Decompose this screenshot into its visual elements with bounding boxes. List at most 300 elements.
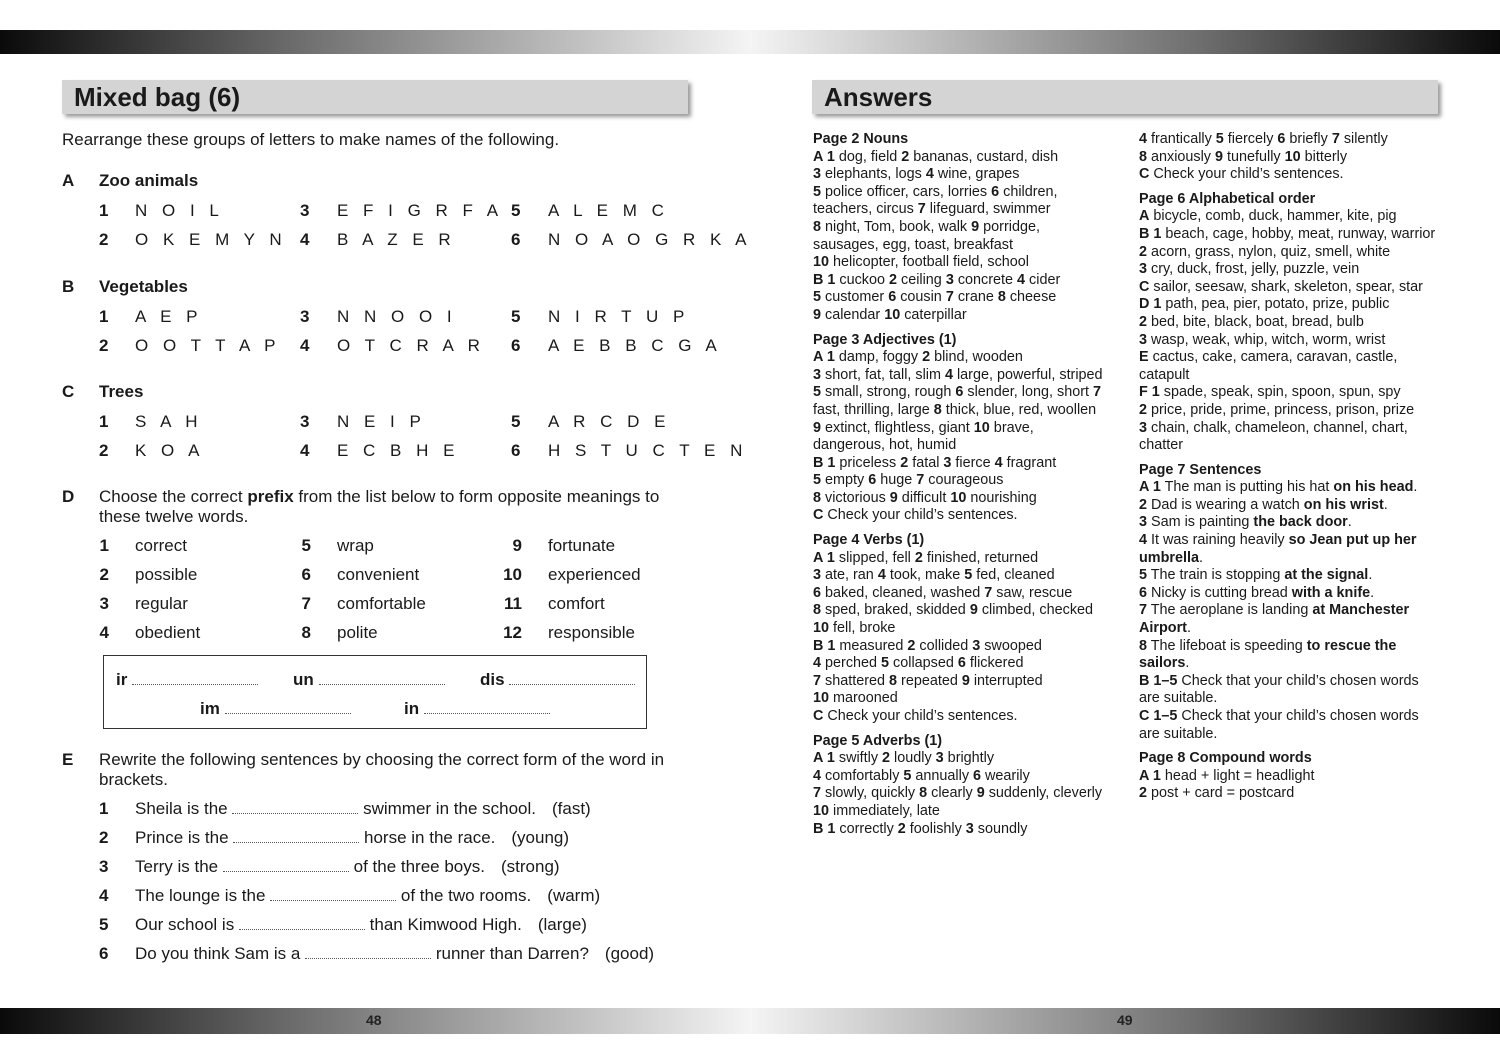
- answer-label: 6: [813, 584, 822, 601]
- answer-text: suddenly, cleverly: [984, 785, 1103, 802]
- word-item: obedient: [135, 623, 201, 642]
- answer-text: silently: [1339, 131, 1388, 147]
- answer-label: 6: [868, 472, 877, 489]
- scrambled-letters: O T C R A R: [337, 336, 485, 355]
- sentence-after: runner than Darren?: [435, 944, 589, 963]
- section-letter: A: [62, 171, 75, 190]
- prefix-box: [103, 655, 647, 729]
- answer-label: 3: [1139, 261, 1148, 278]
- answer-line[interactable]: [223, 870, 349, 872]
- answer-text: swooped: [980, 637, 1042, 654]
- answer-label: 10: [813, 620, 830, 637]
- right-page-number: 49: [1117, 1012, 1133, 1028]
- item-number: 3: [300, 201, 310, 220]
- item-number: 2: [99, 441, 109, 460]
- answer-text: The lifeboat is speeding: [1147, 637, 1307, 654]
- answer-label: 8: [1139, 148, 1148, 165]
- answer-text: elephants, logs: [821, 166, 926, 183]
- answer-text: cousin: [896, 289, 946, 306]
- answer-line[interactable]: [509, 683, 635, 685]
- sentence: [135, 799, 591, 819]
- answer-text: .: [1370, 584, 1375, 601]
- answer-label: the back door: [1253, 514, 1348, 531]
- answer-label: B 1–5: [1139, 672, 1178, 689]
- answer-text: perched: [821, 655, 882, 672]
- answer-text: empty: [821, 472, 869, 489]
- word-hint: (warm): [547, 886, 601, 905]
- sentence-after: horse in the race.: [364, 828, 496, 847]
- scrambled-letters: E F I G R F A: [337, 201, 504, 220]
- answer-label: 8: [933, 401, 942, 418]
- answer-label: 8: [997, 289, 1006, 306]
- sentence-before: Do you think Sam is a: [135, 944, 301, 963]
- answer-text: fast, thrilling, large: [813, 401, 934, 418]
- sentence: [135, 828, 569, 848]
- answer-text: .: [1185, 655, 1190, 672]
- answer-text: Check that your child’s chosen words are suitable.: [1139, 672, 1419, 707]
- word-item: comfort: [548, 594, 605, 613]
- answer-text: extinct, flightless, giant: [821, 419, 974, 436]
- answer-label: C 1–5: [1139, 708, 1178, 724]
- answer-text: head + light = headlight: [1160, 767, 1315, 784]
- answer-label: on his head: [1333, 479, 1414, 496]
- answer-text: acorn, grass, nylon, quiz, smell, white: [1147, 243, 1391, 260]
- item-number: 5: [511, 412, 521, 431]
- answer-label: 7: [1331, 131, 1340, 147]
- prefix-un: un: [293, 670, 445, 690]
- answer-text: The train is stopping: [1147, 567, 1285, 584]
- answer-text: dog, field: [834, 148, 902, 165]
- answer-label: 2: [901, 148, 910, 165]
- answer-block: [813, 131, 1103, 325]
- answer-text: brightly: [943, 750, 995, 767]
- answer-text: night, Tom, book, walk: [821, 218, 972, 235]
- word-number: 2: [99, 565, 109, 584]
- section-d-instruction: Choose the correct prefix from the list below to form opposite meanings to these twelve words.: [99, 487, 660, 526]
- sentence-after: than Kimwood High.: [369, 915, 522, 934]
- scrambled-letters: A R C D E: [548, 412, 671, 431]
- answer-text: shattered: [821, 672, 890, 689]
- answer-label: B 1: [813, 820, 836, 837]
- answer-text: blind, wooden: [930, 349, 1023, 366]
- section-d-letter: D: [62, 487, 75, 506]
- answer-line[interactable]: [424, 712, 550, 714]
- answer-label: 2: [900, 454, 909, 471]
- section-title: Zoo animals: [99, 171, 199, 190]
- answer-label: 6: [957, 655, 966, 672]
- answer-label: to rescue the sailors: [1139, 637, 1397, 672]
- answer-label: B 1: [813, 271, 836, 288]
- answer-label: 9: [969, 602, 978, 619]
- answer-block: [813, 532, 1103, 726]
- answer-text: beach, cage, hobby, meat, runway, warrior: [1161, 225, 1436, 242]
- sentence-after: of the three boys.: [353, 857, 485, 876]
- left-page-number: 48: [366, 1012, 382, 1028]
- sentence-number: 5: [99, 915, 109, 934]
- answer-text: helicopter, football field, school: [829, 254, 1030, 271]
- answer-text: baked, cleaned, washed: [821, 584, 985, 601]
- answer-text: The aeroplane is landing: [1147, 602, 1313, 619]
- word-number: 5: [301, 536, 311, 555]
- sentence-number: 4: [99, 886, 109, 905]
- answer-label: 6: [1277, 131, 1286, 147]
- section-e-letter: E: [62, 750, 74, 769]
- item-number: 3: [300, 412, 310, 431]
- section-letter: B: [62, 277, 75, 296]
- answer-text: spade, speak, spin, spoon, spun, spy: [1159, 384, 1401, 401]
- answer-text: Dad is wearing a watch: [1147, 496, 1304, 513]
- answer-text: immediately, late: [829, 802, 940, 819]
- answer-text: customer: [821, 289, 889, 306]
- answer-text: Check your child’s sentences.: [823, 708, 1018, 724]
- answer-label: with a knife: [1291, 584, 1371, 601]
- answer-text: Check your child’s sentences.: [1149, 166, 1344, 183]
- answer-text: huge: [876, 472, 917, 489]
- answer-label: 5: [881, 655, 890, 672]
- answer-text: large, powerful, striped: [952, 366, 1103, 383]
- answer-label: 7: [813, 785, 822, 802]
- answer-label: C: [1139, 166, 1150, 183]
- answer-text: difficult: [897, 489, 951, 506]
- word-hint: (large): [537, 915, 587, 934]
- intro-text: Rearrange these groups of letters to make names of the following.: [62, 130, 560, 149]
- top-decorative-bar: [0, 30, 1500, 54]
- answer-label: 3: [1139, 514, 1148, 531]
- answer-text: annually: [911, 767, 974, 784]
- answer-text: caterpillar: [900, 306, 967, 323]
- answer-label: 3: [943, 454, 952, 471]
- answer-label: 7: [945, 289, 954, 306]
- answer-text: small, strong, rough: [821, 384, 956, 401]
- answer-label: 10: [813, 254, 830, 271]
- sentence-number: 1: [99, 799, 109, 818]
- prefix-in: in: [404, 699, 550, 719]
- item-number: 6: [511, 441, 521, 460]
- answer-label: 6: [1139, 584, 1148, 601]
- answer-text: damp, foggy: [834, 349, 923, 366]
- answer-label: A 1: [813, 549, 835, 566]
- answer-block: [1139, 131, 1439, 184]
- answer-label: 5: [903, 767, 912, 784]
- scrambled-letters: N E I P: [337, 412, 426, 431]
- answer-text: saw, rescue: [992, 584, 1073, 601]
- item-number: 5: [511, 307, 521, 326]
- answer-text: post + card = postcard: [1147, 785, 1295, 802]
- answer-text: tunefully: [1223, 148, 1285, 165]
- answer-label: B 1: [813, 454, 836, 471]
- answer-label: 9: [1215, 148, 1224, 165]
- sentence-before: Sheila is the: [135, 799, 228, 818]
- answer-text: cuckoo: [835, 271, 889, 288]
- answer-text: Check that your child’s chosen words are suitable.: [1139, 708, 1419, 742]
- answer-label: 3: [813, 366, 822, 383]
- answer-line[interactable]: [132, 683, 258, 685]
- answer-label: 6: [991, 183, 1000, 200]
- item-number: 2: [99, 336, 109, 355]
- answer-text: collapsed: [889, 655, 958, 672]
- answer-text: .: [1413, 479, 1418, 496]
- answer-text: porridge, sausages, egg, toast, breakfast: [813, 218, 1040, 253]
- answer-label: 4: [813, 655, 822, 672]
- answer-text: courageous: [924, 472, 1004, 489]
- answer-text: clearly: [927, 785, 977, 802]
- answer-label: 2: [907, 637, 916, 654]
- answer-text: sailor, seesaw, shark, skeleton, spear, star: [1149, 278, 1423, 295]
- answer-text: police officer, cars, lorries: [821, 183, 992, 200]
- scrambled-letters: A E P: [135, 307, 203, 326]
- answer-text: frantically: [1147, 131, 1216, 147]
- answer-label: A 1: [813, 349, 835, 366]
- answer-label: E: [1139, 349, 1149, 366]
- answer-block: [1139, 462, 1439, 744]
- sentence-after: of the two rooms.: [400, 886, 532, 905]
- answer-text: chain, chalk, chameleon, channel, chart, chatter: [1139, 419, 1408, 454]
- answer-label: Page 3 Adjectives (1): [813, 331, 957, 348]
- answer-label: 7: [916, 472, 925, 489]
- answers-column-2: [1139, 131, 1439, 810]
- word-number: 3: [99, 594, 109, 613]
- answer-text: soundly: [973, 820, 1028, 837]
- bottom-decorative-bar: [0, 1008, 1500, 1034]
- answer-label: 2: [914, 549, 923, 566]
- scrambled-letters: N O A O G R K A: [548, 230, 752, 249]
- item-number: 6: [511, 336, 521, 355]
- answer-label: at Manchester Airport: [1139, 602, 1410, 637]
- answer-text: .: [1368, 567, 1373, 584]
- answer-label: 7: [984, 584, 993, 601]
- answer-label: Page 2 Nouns: [813, 131, 909, 147]
- answer-label: A 1: [1139, 767, 1161, 784]
- answer-text: loudly: [890, 750, 936, 767]
- answer-text: foolishly: [905, 820, 966, 837]
- answer-text: anxiously: [1147, 148, 1216, 165]
- answer-label: 10: [884, 306, 901, 323]
- answer-line[interactable]: [270, 899, 396, 901]
- answer-text: concrete: [953, 271, 1018, 288]
- answer-label: 5: [1139, 567, 1148, 584]
- answer-text: climbed, checked: [977, 602, 1094, 619]
- word-item: wrap: [337, 536, 374, 555]
- answer-text: cider: [1025, 271, 1061, 288]
- answer-label: 10: [813, 802, 830, 819]
- answer-text: wearily: [981, 767, 1030, 784]
- answer-label: 7: [1093, 384, 1102, 401]
- answer-text: cheese: [1005, 289, 1057, 306]
- section-title: Trees: [99, 382, 144, 401]
- answer-label: 5: [813, 384, 822, 401]
- answer-label: 8: [889, 672, 898, 689]
- answer-text: .: [1383, 496, 1388, 513]
- answer-text: cactus, cake, camera, caravan, castle, catapult: [1139, 349, 1398, 383]
- answer-text: crane: [953, 289, 998, 306]
- answer-text: comfortably: [821, 767, 904, 784]
- scrambled-letters: N N O O I: [337, 307, 457, 326]
- answer-text: Check your child’s sentences.: [823, 507, 1018, 524]
- answer-label: D 1: [1139, 296, 1162, 313]
- word-item: comfortable: [337, 594, 426, 613]
- word-number: 11: [504, 594, 522, 613]
- answer-text: took, make: [885, 567, 965, 584]
- answer-label: 2: [889, 271, 898, 288]
- answer-text: path, pea, pier, potato, prize, public: [1161, 296, 1390, 313]
- answer-text: Sam is painting: [1147, 514, 1254, 531]
- word-number: 1: [99, 536, 109, 555]
- answer-label: 7: [813, 672, 822, 689]
- answer-label: 4: [813, 767, 822, 784]
- answer-text: bed, bite, black, boat, bread, bulb: [1147, 313, 1364, 330]
- word-number: 7: [301, 594, 311, 613]
- item-number: 4: [300, 230, 310, 249]
- prefix-ir: ir: [116, 670, 258, 690]
- sentence: [135, 886, 600, 906]
- answers-title: Answers: [812, 80, 1438, 114]
- answer-label: A 1: [813, 750, 835, 767]
- answer-line[interactable]: [239, 928, 365, 930]
- sentence-after: swimmer in the school.: [363, 799, 536, 818]
- answer-label: 9: [889, 489, 898, 506]
- answer-label: Page 5 Adverbs (1): [813, 732, 943, 749]
- answer-label: 6: [888, 289, 897, 306]
- answer-label: 3: [935, 750, 944, 767]
- answer-text: bananas, custard, dish: [909, 148, 1059, 165]
- answer-label: 8: [919, 785, 928, 802]
- answer-label: 4: [1139, 131, 1148, 147]
- answer-label: 3: [813, 166, 822, 183]
- answer-label: 2: [1139, 785, 1148, 802]
- answer-text: ate, ran: [821, 567, 878, 584]
- answer-text: Nicky is cutting bread: [1147, 584, 1292, 601]
- answer-text: lifeguard, swimmer: [925, 201, 1051, 218]
- answer-text: .: [1198, 549, 1203, 566]
- answer-label: 9: [971, 218, 980, 235]
- answer-text: .: [1347, 514, 1352, 531]
- answer-line[interactable]: [319, 683, 445, 685]
- word-hint: (young): [511, 828, 570, 847]
- answer-text: bitterly: [1300, 148, 1348, 165]
- answer-label: 3: [965, 820, 974, 837]
- answer-text: sped, braked, skidded: [821, 602, 970, 619]
- sentence-number: 2: [99, 828, 109, 847]
- answer-label: at the signal: [1284, 567, 1369, 584]
- left-page-title: Mixed bag (6): [62, 80, 688, 114]
- word-item: correct: [135, 536, 187, 555]
- answer-text: correctly: [835, 820, 898, 837]
- answer-label: 6: [955, 384, 964, 401]
- word-item: fortunate: [548, 536, 616, 555]
- answer-label: C: [813, 708, 824, 724]
- answer-label: 4: [944, 366, 953, 383]
- answer-label: C: [1139, 278, 1150, 295]
- answer-text: The man is putting his hat: [1160, 479, 1334, 496]
- answer-label: 3: [972, 637, 981, 654]
- item-number: 1: [99, 412, 109, 431]
- item-number: 1: [99, 307, 109, 326]
- answer-label: Page 7 Sentences: [1139, 461, 1262, 478]
- answer-block: [1139, 191, 1439, 455]
- answer-label: 10: [813, 690, 830, 707]
- item-number: 4: [300, 336, 310, 355]
- answer-text: finished, returned: [922, 549, 1039, 566]
- scrambled-letters: B A Z E R: [337, 230, 456, 249]
- answer-label: 5: [813, 183, 822, 200]
- answer-text: fell, broke: [829, 620, 896, 637]
- answer-text: cry, duck, frost, jelly, puzzle, vein: [1147, 261, 1360, 278]
- answer-label: A: [1139, 208, 1150, 225]
- answer-label: 10: [1284, 148, 1301, 165]
- answer-text: slender, long, short: [963, 384, 1093, 401]
- answer-label: 4: [877, 567, 886, 584]
- answer-label: 4: [994, 454, 1003, 471]
- answer-label: B 1: [1139, 225, 1162, 242]
- answer-label: 5: [964, 567, 973, 584]
- answer-label: 2: [882, 750, 891, 767]
- answer-label: 7: [1139, 602, 1148, 619]
- answer-text: price, pride, prime, princess, prison, prize: [1147, 401, 1415, 418]
- answer-block: [1139, 750, 1439, 803]
- answer-block: [813, 332, 1103, 526]
- answer-line[interactable]: [233, 841, 359, 843]
- answer-line[interactable]: [232, 812, 358, 814]
- answer-text: thick, blue, red, woollen: [941, 401, 1097, 418]
- word-number: 8: [301, 623, 311, 642]
- answer-label: Page 6 Alphabetical order: [1139, 190, 1316, 207]
- answer-label: 8: [813, 602, 822, 619]
- answer-label: 4: [925, 166, 934, 183]
- section-e-instruction: Rewrite the following sentences by choosing the correct form of the word in brackets.: [99, 750, 665, 789]
- answer-label: 9: [813, 419, 822, 436]
- answer-label: 8: [813, 489, 822, 506]
- answers-column-1: [813, 131, 1103, 845]
- answer-text: .: [1186, 620, 1191, 637]
- answer-label: 3: [1139, 419, 1148, 436]
- answer-label: A 1: [813, 148, 835, 165]
- answer-label: Page 4 Verbs (1): [813, 532, 925, 549]
- sentence-number: 3: [99, 857, 109, 876]
- answer-label: 2: [922, 349, 931, 366]
- answer-text: measured: [835, 637, 908, 654]
- answer-text: briefly: [1285, 131, 1332, 147]
- word-number: 10: [503, 565, 522, 584]
- word-hint: (fast): [551, 799, 591, 818]
- answer-label: 9: [976, 785, 985, 802]
- answer-line[interactable]: [225, 712, 351, 714]
- scrambled-letters: O K E M Y N: [135, 230, 287, 249]
- answer-text: calendar: [821, 306, 885, 323]
- answer-line[interactable]: [305, 957, 431, 959]
- scrambled-letters: K O A: [135, 441, 205, 460]
- answer-label: 5: [813, 472, 822, 489]
- scrambled-letters: O O T T A P: [135, 336, 281, 355]
- answer-label: 3: [1139, 331, 1148, 348]
- answer-label: 8: [813, 218, 822, 235]
- answer-label: 5: [813, 289, 822, 306]
- answer-label: 9: [813, 306, 822, 323]
- answer-label: on his wrist: [1303, 496, 1384, 513]
- answer-label: so Jean put up her umbrella: [1139, 532, 1417, 566]
- scrambled-letters: E C B H E: [337, 441, 460, 460]
- answer-text: fed, cleaned: [972, 567, 1055, 584]
- answer-text: flickered: [965, 655, 1024, 672]
- answer-text: fiercely: [1223, 131, 1278, 147]
- scrambled-letters: N O I L: [135, 201, 224, 220]
- word-item: responsible: [548, 623, 635, 642]
- answer-text: fragrant: [1002, 454, 1057, 471]
- answer-text: marooned: [829, 690, 898, 707]
- answer-text: wine, grapes: [933, 166, 1020, 183]
- section-letter: C: [62, 382, 75, 401]
- section-title: Vegetables: [99, 277, 188, 296]
- word-number: 4: [99, 623, 109, 642]
